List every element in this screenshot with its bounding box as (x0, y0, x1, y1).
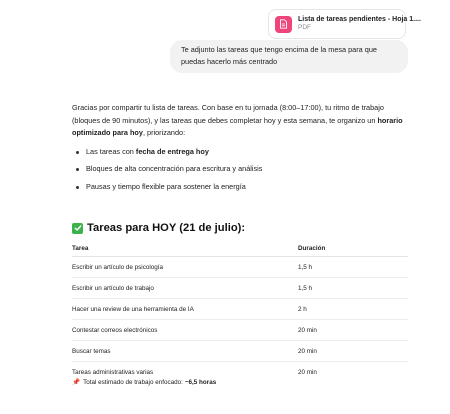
pushpin-icon: 📌 (72, 379, 81, 386)
total-value: ~6,5 horas (184, 378, 217, 386)
column-header-duration: Duración (298, 241, 408, 257)
table-row (72, 257, 408, 278)
assistant-response (72, 102, 412, 199)
attachment-file-name: Lista de tareas pendientes - Hoja 1.... (298, 16, 421, 24)
check-mark-icon (72, 223, 83, 234)
bullet-text: Bloques de alta concentración para escritura y análisis (86, 164, 263, 174)
user-message-bubble (170, 40, 408, 73)
intro-text: Gracias por compartir tu lista de tareas. Con base en tu jornada (8:00–17:00), tu ritmo de trabajo (bloques de 90 minutos), y las tareas que debes completar hoy y esta semana, te organizo un (72, 103, 384, 125)
attachment-file-type: PDF (298, 24, 311, 32)
intro-bold-text: horario optimizado para hoy (72, 115, 403, 138)
priority-list (72, 146, 412, 194)
total-label: Total estimado de trabajo enfocado: (83, 378, 183, 386)
duration-cell: 20 min (298, 368, 317, 376)
table-row (72, 299, 408, 320)
table-header-row (72, 241, 408, 257)
section-title (72, 222, 245, 234)
task-cell: Contestar correos electrónicos (72, 320, 298, 341)
task-cell: Hacer una review de una herramienta de IA (72, 299, 298, 320)
assistant-intro (72, 102, 412, 140)
task-cell: Escribir un artículo de psicología (72, 257, 298, 278)
duration-cell: 20 min (298, 320, 408, 341)
priority-list-item (72, 163, 412, 176)
pdf-file-icon (275, 16, 292, 33)
task-cell: Tareas administrativas varias (72, 368, 154, 376)
duration-cell: 20 min (298, 341, 408, 362)
task-cell: Escribir un artículo de trabajo (72, 278, 298, 299)
task-cell: Buscar temas (72, 341, 298, 362)
duration-cell: 2 h (298, 299, 408, 320)
duration-cell: 1,5 h (298, 257, 408, 278)
priority-list-item (72, 181, 412, 194)
bullet-text: Las tareas con (86, 146, 136, 156)
table-row (72, 278, 408, 299)
attachment-card[interactable] (268, 9, 421, 39)
table-row (72, 320, 408, 341)
duration-cell: 1,5 h (298, 278, 408, 299)
priority-list-item (72, 146, 412, 159)
section-title-text: Tareas para HOY (21 de julio): (87, 222, 246, 234)
bullet-text: Pausas y tiempo flexible para sostener la energía (86, 181, 246, 191)
total-estimate (72, 378, 216, 386)
tasks-table (72, 241, 408, 382)
user-message-text: Te adjunto las tareas que tengo encima de la mesa para que puedas hacerlo más centrado (181, 45, 377, 66)
table-row (72, 341, 408, 362)
intro-text-end: , priorizando: (142, 128, 186, 138)
column-header-task: Tarea (72, 241, 298, 257)
bullet-bold-text: fecha de entrega hoy (135, 146, 209, 156)
